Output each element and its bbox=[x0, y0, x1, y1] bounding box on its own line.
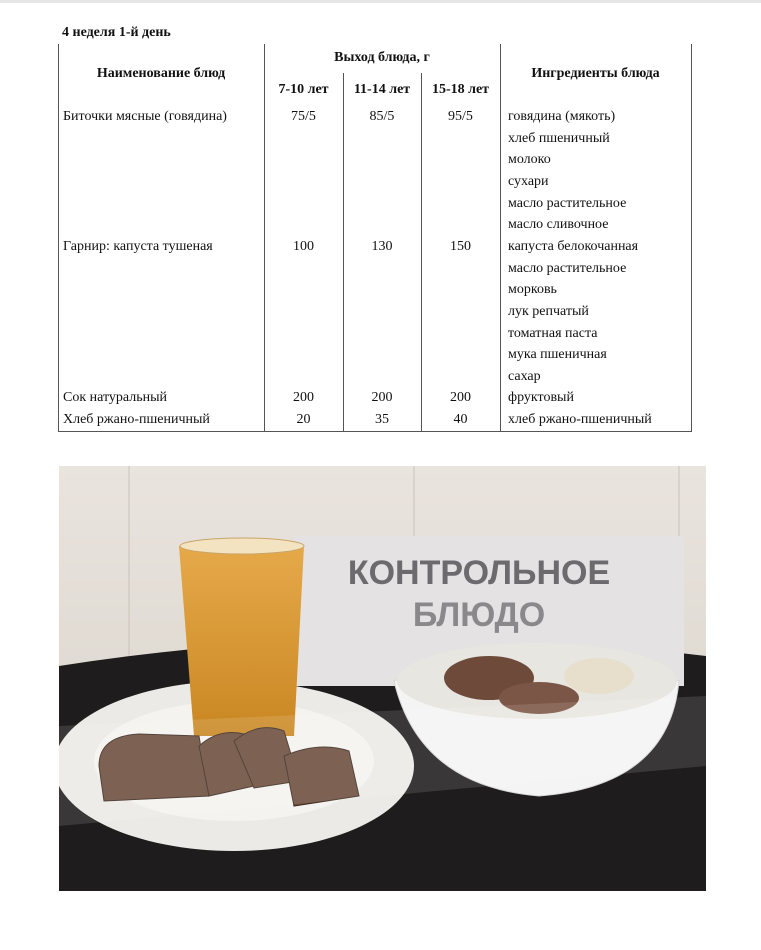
table-border-left bbox=[58, 44, 59, 431]
ingredient: мука пшеничная bbox=[508, 347, 607, 363]
ingredient: масло растительное bbox=[508, 195, 627, 211]
page-top-edge bbox=[0, 0, 761, 3]
ingredient: масло сливочное bbox=[508, 217, 609, 233]
portion-value: 35 bbox=[375, 412, 389, 428]
dish-name: Сок натуральный bbox=[63, 390, 168, 406]
ingredient: сухари bbox=[508, 173, 549, 189]
ingredient: фруктовый bbox=[508, 390, 574, 406]
ingredient: масло растительное bbox=[508, 260, 627, 276]
header-age-7-10: 7-10 лет bbox=[278, 82, 329, 97]
ingredient: капуста белокочанная bbox=[508, 238, 639, 254]
portion-value: 200 bbox=[293, 390, 314, 406]
table-divider bbox=[500, 44, 501, 431]
table-border-right bbox=[691, 44, 692, 431]
juice-glass bbox=[179, 546, 304, 736]
ingredient: морковь bbox=[508, 282, 557, 298]
sign-text-line2: БЛЮДО bbox=[412, 596, 546, 634]
header-output: Выход блюда, г bbox=[334, 50, 430, 65]
ingredient: лук репчатый bbox=[508, 303, 589, 319]
ingredient: молоко bbox=[508, 152, 551, 168]
header-dish-name: Наименование блюд bbox=[96, 66, 226, 81]
header-age-15-18: 15-18 лет bbox=[431, 82, 490, 97]
ingredient: хлеб ржано-пшеничный bbox=[508, 412, 652, 428]
table-border-bottom bbox=[58, 431, 692, 432]
dish-name: Биточки мясные (говядина) bbox=[63, 109, 227, 124]
portion-value: 200 bbox=[371, 390, 393, 406]
header-ingredients: Ингредиенты блюда bbox=[531, 66, 660, 81]
stewed-cabbage bbox=[564, 658, 634, 694]
portion-value: 100 bbox=[293, 238, 314, 254]
dish-name: Хлеб ржано-пшеничный bbox=[63, 412, 210, 428]
portion-value: 95/5 bbox=[448, 109, 473, 124]
header-age-11-14: 11-14 лет bbox=[353, 82, 411, 97]
sign-text-line1: КОНТРОЛЬНОЕ bbox=[347, 554, 611, 592]
portion-value: 130 bbox=[371, 238, 393, 254]
day-title: 4 неделя 1-й день bbox=[62, 25, 171, 40]
ingredient: хлеб пшеничный bbox=[508, 130, 610, 146]
portion-value: 40 bbox=[453, 412, 468, 428]
portion-value: 75/5 bbox=[291, 109, 316, 124]
ingredient: томатная паста bbox=[508, 325, 598, 341]
dish-name: Гарнир: капуста тушеная bbox=[63, 238, 213, 254]
ingredient: сахар bbox=[508, 368, 541, 384]
portion-value: 20 bbox=[296, 412, 311, 428]
ingredient: говядина (мякоть) bbox=[508, 109, 616, 124]
portion-value: 150 bbox=[450, 238, 471, 254]
portion-value: 85/5 bbox=[369, 109, 395, 124]
control-dish-photo bbox=[59, 466, 706, 891]
portion-value: 200 bbox=[450, 390, 471, 406]
